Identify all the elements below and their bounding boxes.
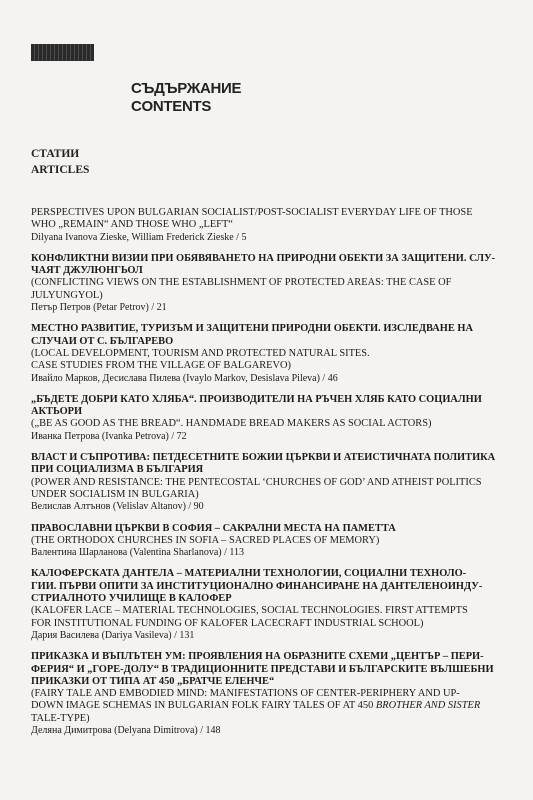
header-tab-marker	[31, 44, 94, 61]
article-title-bg-line[interactable]: ПРИКАЗКИ ОТ ТИПА АТ 450 „БРАТЧЕ ЕЛЕНЧЕ“	[31, 675, 275, 687]
article-title-en-line[interactable]	[31, 700, 505, 712]
article-title-en-line[interactable]: CASE STUDIES FROM THE VILLAGE OF BALGAREVO)	[31, 360, 291, 372]
article-title-bg-line[interactable]: ВЛАСТ И СЪПРОТИВА: ПЕТДЕСЕТНИТЕ БОЖИИ ЦЪРКВИ И АТЕИСТИЧНАТА ПОЛИТИКА	[31, 452, 496, 464]
article-author: Валентина Шарланова (Valentina Sharlanova) / 113	[31, 547, 245, 559]
section-title-bg: СТАТИИ	[31, 148, 80, 160]
article-list	[31, 207, 505, 746]
article-entry	[31, 523, 505, 560]
article-title-en-line[interactable]: (LOCAL DEVELOPMENT, TOURISM AND PROTECTED NATURAL SITES.	[31, 347, 370, 359]
article-title-bg-line[interactable]: ПРИ СОЦИАЛИЗМА В БЪЛГАРИЯ	[31, 464, 204, 476]
article-title-en-line[interactable]: JULYUNGYOL)	[31, 289, 103, 301]
contents-heading	[131, 80, 241, 116]
article-entry	[31, 253, 505, 314]
article-title-bg-line[interactable]: КАЛОФЕРСКАТА ДАНТЕЛА – МАТЕРИАЛНИ ТЕХНОЛОГИИ, СОЦИАЛНИ ТЕХНОЛО-	[31, 568, 467, 580]
article-title-en-text: DOWN IMAGE SCHEMAS IN BULGARIAN FOLK FAIRY TALES OF AT 450	[31, 700, 376, 712]
article-title-bg-line[interactable]: ПРИКАЗКА И ВЪПЛЪТЕН УМ: ПРОЯВЛЕНИЯ НА ОБРАЗНИТЕ СХЕМИ „ЦЕНТЪР – ПЕРИ-	[31, 651, 484, 663]
article-title-bg-line[interactable]: ПРАВОСЛАВНИ ЦЪРКВИ В СОФИЯ – САКРАЛНИ МЕСТА НА ПАМЕТТА	[31, 522, 396, 534]
article-title-en-line[interactable]: (KALOFER LACE – MATERIAL TECHNOLOGIES, SOCIAL TECHNOLOGIES. FIRST ATTEMPTS	[31, 605, 468, 617]
article-title-bg-line[interactable]: СТРИАЛНОТО УЧИЛИЩЕ В КАЛОФЕР	[31, 593, 232, 605]
article-title-bg-line[interactable]: ЧАЯТ ДЖУЛЮНГЬОЛ	[31, 265, 143, 277]
section-heading	[31, 146, 89, 178]
article-title-en-italic: BROTHER AND SISTER	[375, 700, 481, 712]
article-author: Дария Василева (Dariya Vasileva) / 131	[31, 629, 195, 641]
article-entry	[31, 323, 505, 384]
article-title-line[interactable]: PERSPECTIVES UPON BULGARIAN SOCIALIST/POST-SOCIALIST EVERYDAY LIFE OF THOSE	[31, 207, 473, 218]
article-entry	[31, 452, 505, 513]
article-title-en-line[interactable]: UNDER SOCIALISM IN BULGARIA)	[31, 488, 199, 500]
article-entry	[31, 207, 505, 244]
article-title-line[interactable]: WHO „REMAIN“ AND THOSE WHO „LEFT“	[31, 219, 233, 231]
article-title-bg-line[interactable]: КОНФЛИКТНИ ВИЗИИ ПРИ ОБЯВЯВАНЕТО НА ПРИРОДНИ ОБЕКТИ ЗА ЗАЩИТЕНИ. СЛУ-	[31, 252, 496, 264]
article-author: Ивайло Марков, Десислава Пилева (Ivaylo Markov, Desislava Pileva) / 46	[31, 372, 338, 384]
article-title-bg-line[interactable]: ФЕРИЯ“ И „ГОРЕ-ДОЛУ“ В ТРАДИЦИОННИТЕ ПРЕДСТАВИ И БЪЛГАРСКИТЕ ВЪЛШЕБНИ	[31, 663, 494, 675]
article-entry	[31, 394, 505, 443]
article-title-bg-line[interactable]: МЕСТНО РАЗВИТИЕ, ТУРИЗЪМ И ЗАЩИТЕНИ ПРИРОДНИ ОБЕКТИ. ИЗСЛЕДВАНЕ НА	[31, 323, 473, 335]
article-title-en-line[interactable]: (FAIRY TALE AND EMBODIED MIND: MANIFESTATIONS OF CENTER-PERIPHERY AND UP-	[31, 688, 460, 700]
article-title-en-line[interactable]: (THE ORTHODOX CHURCHES IN SOFIA – SACRED PLACES OF MEMORY)	[31, 534, 380, 546]
article-title-en-line[interactable]: TALE-TYPE)	[31, 712, 90, 724]
article-title-bg-line[interactable]: „БЪДЕТЕ ДОБРИ КАТО ХЛЯБА“. ПРОИЗВОДИТЕЛИ НА РЪЧЕН ХЛЯБ КАТО СОЦИАЛНИ	[31, 393, 482, 405]
article-author: Иванка Петрова (Ivanka Petrova) / 72	[31, 430, 187, 442]
article-entry	[31, 651, 505, 737]
contents-title-en: CONTENTS	[131, 98, 212, 115]
article-title-bg-line[interactable]: АКТЬОРИ	[31, 406, 83, 418]
article-title-en-line[interactable]: (CONFLICTING VIEWS ON THE ESTABLISHMENT OF PROTECTED AREAS: THE CASE OF	[31, 277, 452, 289]
article-title-bg-line[interactable]: ГИИ. ПЪРВИ ОПИТИ ЗА ИНСТИТУЦИОНАЛНО ФИНАНСИРАНЕ НА ДАНТЕЛЕНОИНДУ-	[31, 580, 483, 592]
article-author: Велислав Алтънов (Velislav Altanov) / 90	[31, 501, 204, 513]
article-entry	[31, 568, 505, 642]
article-title-en-line[interactable]: (POWER AND RESISTANCE: THE PENTECOSTAL ‘CHURCHES OF GOD’ AND ATHEIST POLITICS	[31, 476, 482, 488]
article-title-bg-line[interactable]: СЛУЧАИ ОТ С. БЪЛГАРЕВО	[31, 335, 174, 347]
section-title-en: ARTICLES	[31, 164, 90, 176]
contents-title-bg: СЪДЪРЖАНИЕ	[131, 80, 242, 97]
article-title-en-line[interactable]: („BE AS GOOD AS THE BREAD“. HANDMADE BREAD MAKERS AS SOCIAL ACTORS)	[31, 418, 432, 430]
article-author: Деляна Димитрова (Delyana Dimitrova) / 148	[31, 724, 221, 736]
article-author: Dilyana Ivanova Zieske, William Frederick Zieske / 5	[31, 231, 247, 243]
article-title-en-line[interactable]: FOR INSTITUTIONAL FUNDING OF KALOFER LACECRAFT INDUSTRIAL SCHOOL)	[31, 617, 424, 629]
article-author: Петър Петров (Petar Petrov) / 21	[31, 302, 167, 314]
